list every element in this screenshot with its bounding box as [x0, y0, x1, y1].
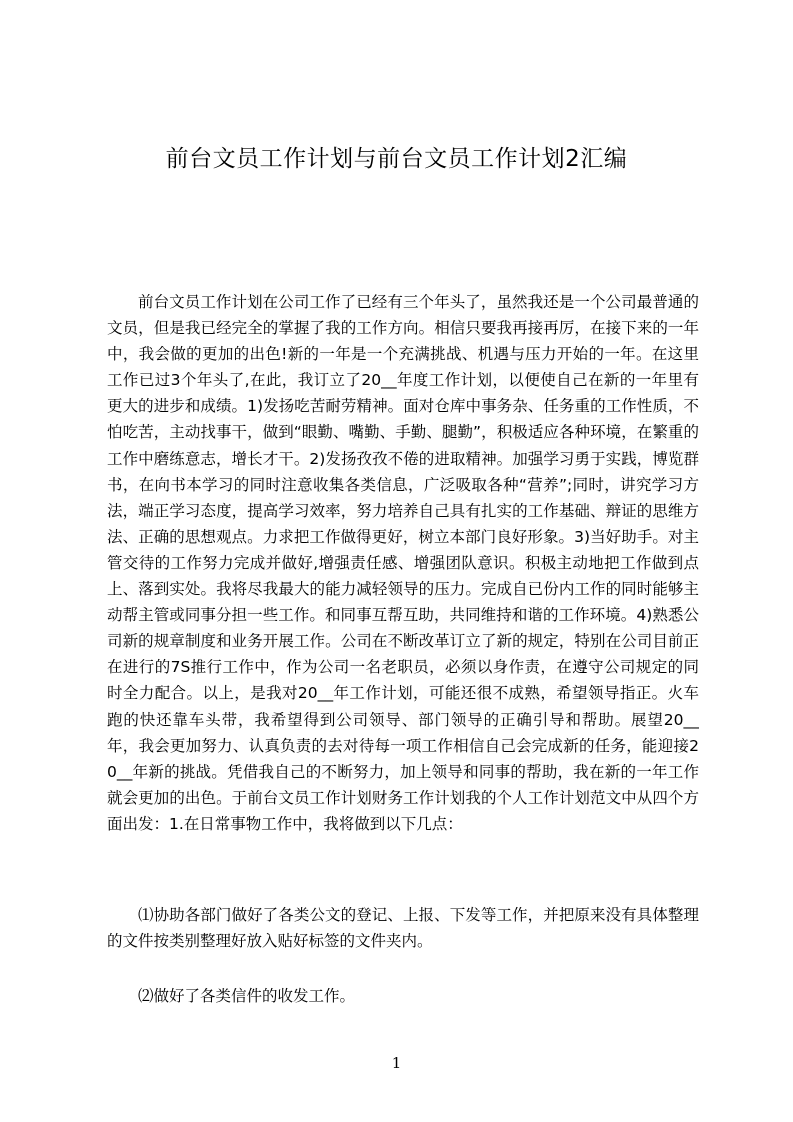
body-paragraph-1: 前台文员工作计划在公司工作了已经有三个年头了，虽然我还是一个公司最普通的文员，但是我已经完全的掌握了我的工作方向。相信只要我再接再厉，在接下来的一年中，我会做的更加的出色!新的一年是一个充满挑战、机遇与压力开始的一年。在这里工作已过3个年头了,在此，我订立了20__年度工作计划，以便使自己在新的一年里有更大的进步和成绩。1)发扬吃苦耐劳精神。面对仓库中事务杂、任务重的工作性质，不怕吃苦，主动找事干，做到“眼勤、嘴勤、手勤、腿勤”，积极适应各种环境，在繁重的工作中磨练意志，增长才干。2)发扬孜孜不倦的进取精神。加强学习勇于实践，博览群书，在向书本学习的同时注意收集各类信息，广泛吸取各种“营养”;同时，讲究学习方法，端正学习态度，提高学习效率，努力培养自己具有扎实的工作基础、辩证的思维方法、正确的思想观点。力求把工作做得更好，树立本部门良好形象。3)当好助手。对主管交待的工作努力完成并做好,增强责任感、增强团队意识。积极主动地把工作做到点上、落到实处。我将尽我最大的能力减轻领导的压力。完成自已份内工作的同时能够主动帮主管或同事分担一些工作。和同事互帮互助，共同维持和谐的工作环境。4)熟悉公司新的规章制度和业务开展工作。公司在不断改革订立了新的规定，特别在公司目前正在进行的7S推行工作中，作为公司一名老职员，必须以身作责，在遵守公司规定的同时全力配合。以上，是我对20__年工作计划，可能还很不成熟，希望领导指正。火车跑的快还靠车头带，我希望得到公司领导、部门领导的正确引导和帮助。展望20__年，我会更加努力、认真负责的去对待每一项工作相信自己会完成新的任务，能迎接20__年新的挑战。凭借我自己的不断努力，加上领导和同事的帮助，我在新的一年工作就会更加的出色。于前台文员工作计划财务工作计划我的个人工作计划范文中从四个方面出发：1.在日常事物工作中，我将做到以下几点：	[107, 293, 699, 833]
body-paragraph-3: ⑵做好了各类信件的收发工作。	[138, 987, 356, 1005]
body-paragraph-2: ⑴协助各部门做好了各类公文的登记、上报、下发等工作，并把原来没有具体整理的文件按类别整理好放入贴好标签的文件夹内。	[107, 906, 699, 951]
page-number: 1	[391, 1054, 402, 1072]
document-title: 前台文员工作计划与前台文员工作计划2汇编	[165, 146, 628, 172]
